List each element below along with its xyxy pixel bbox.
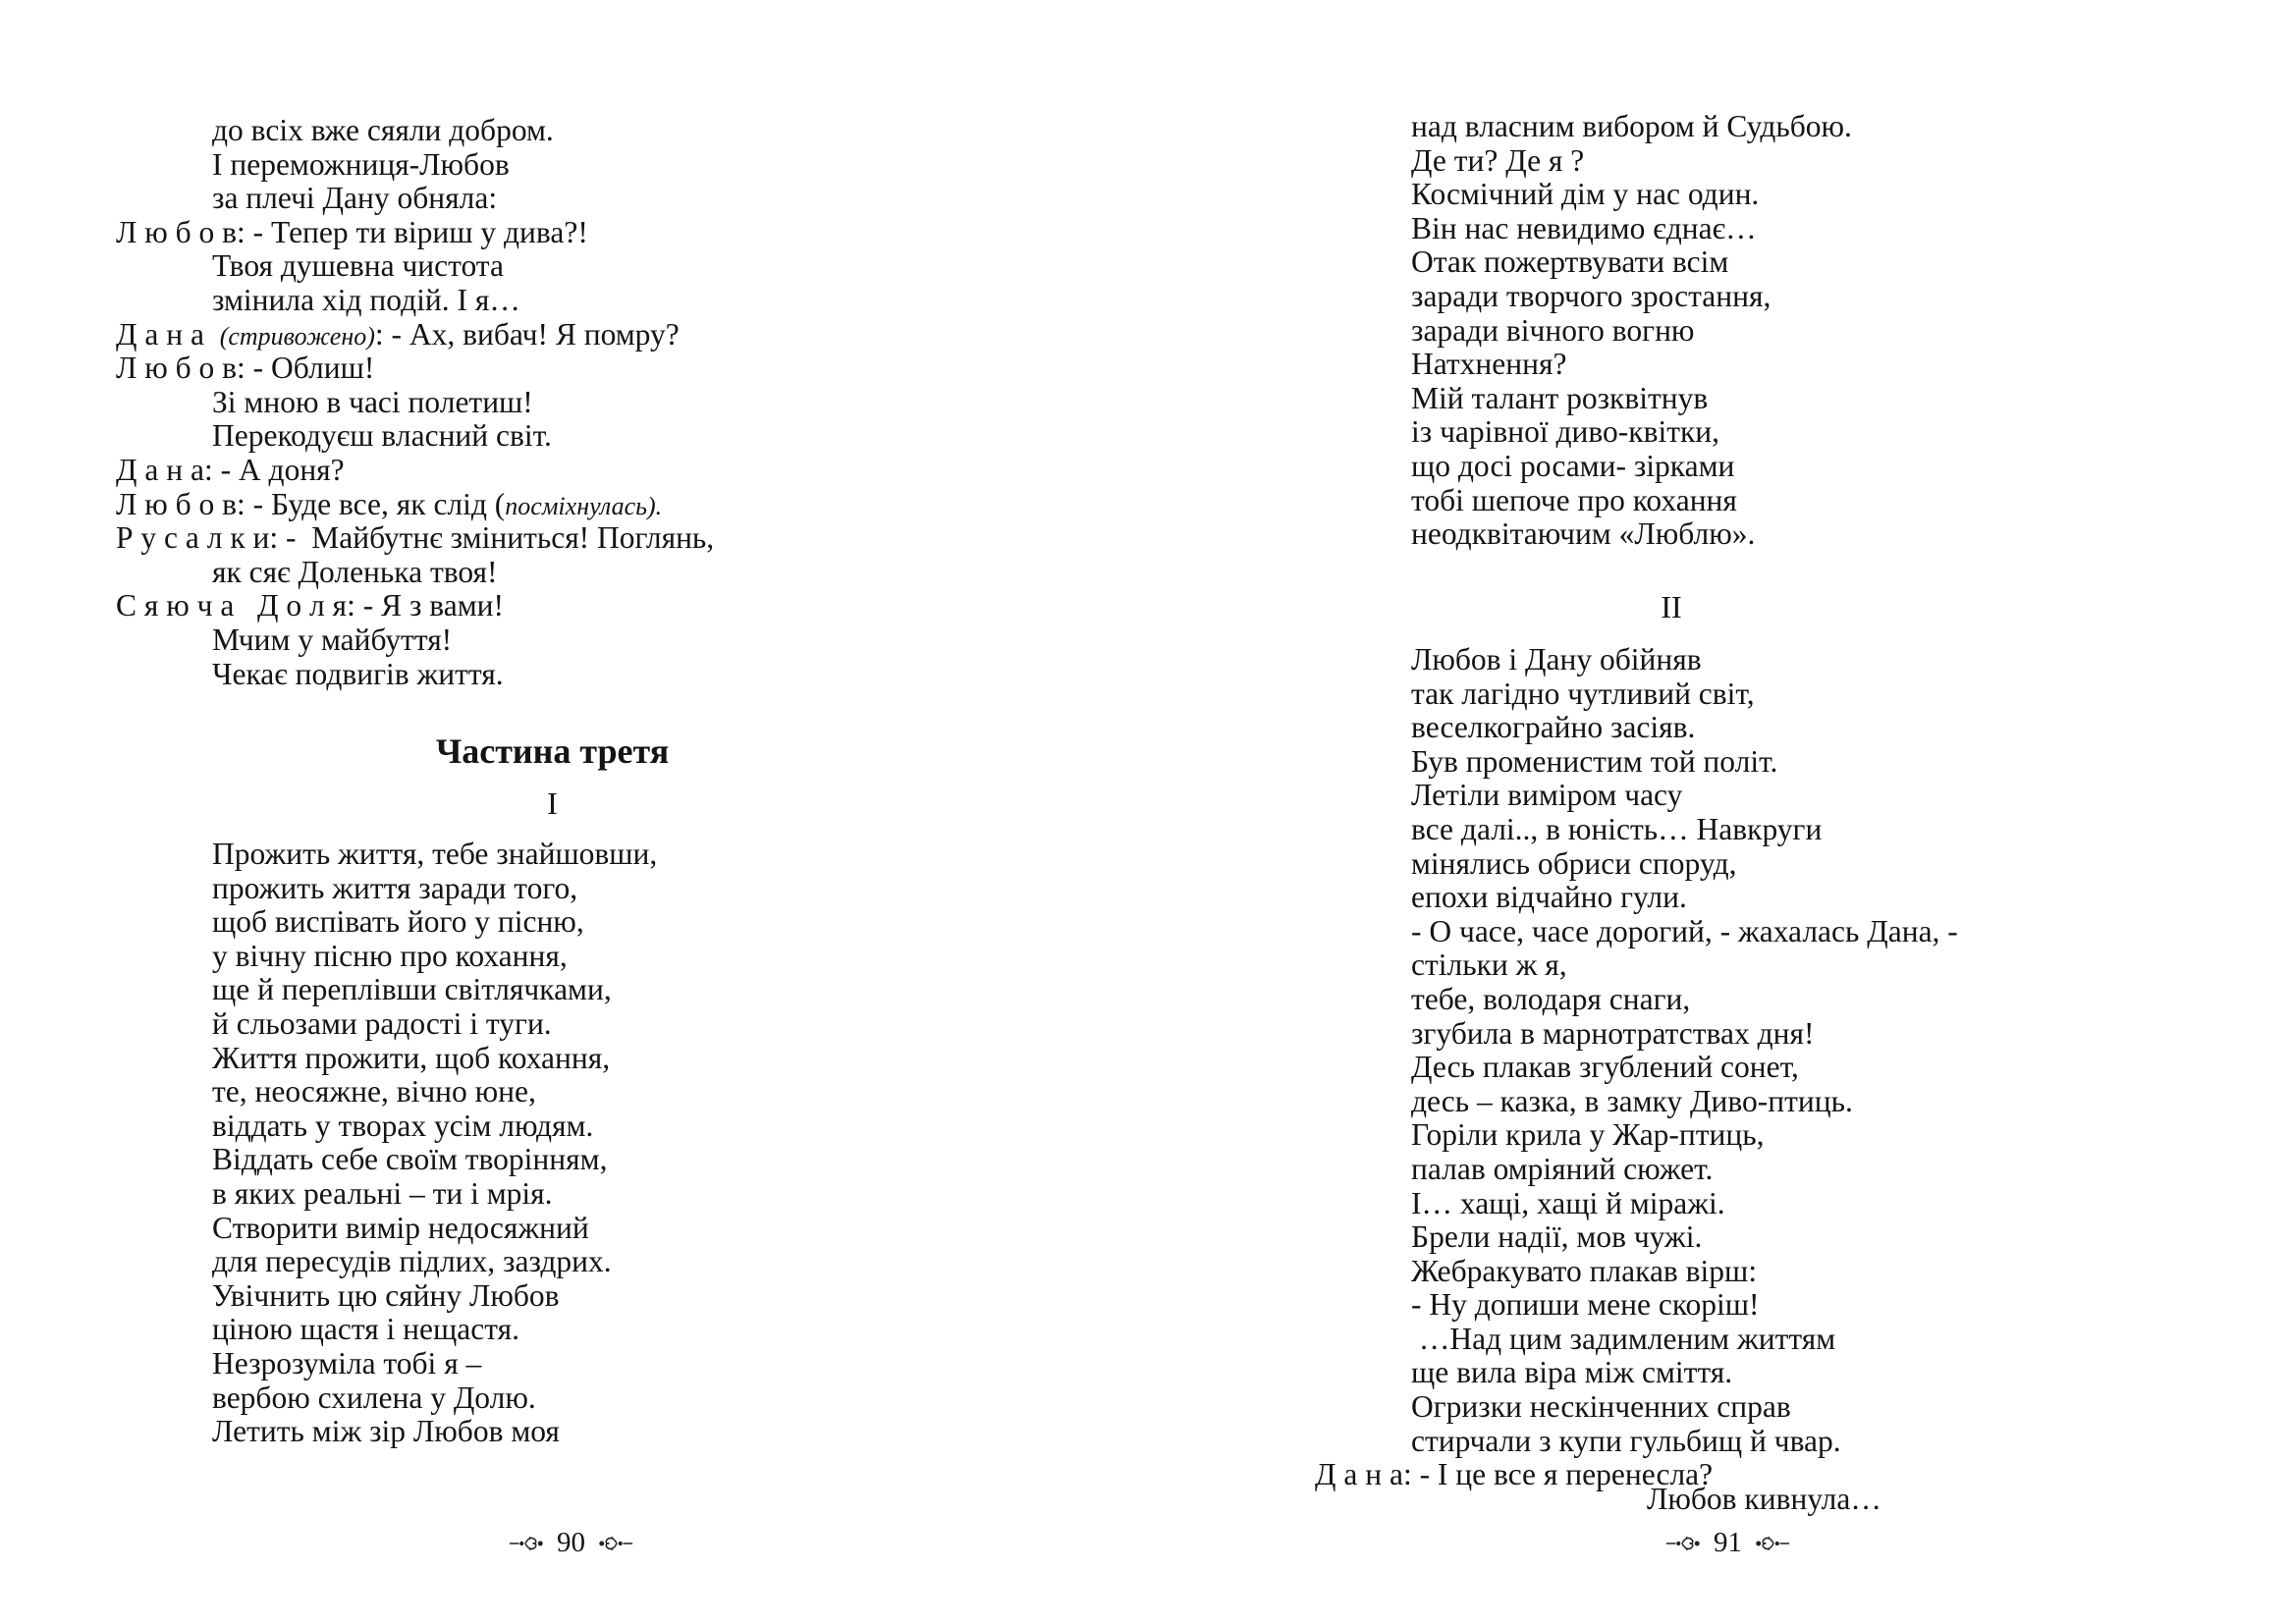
page-footer xyxy=(1664,1527,1791,1559)
text-line: І переможниця-Любов xyxy=(212,146,510,182)
text-line: до всіх вже сяяли добром. xyxy=(212,113,554,147)
dialogue-line xyxy=(116,454,714,488)
page-footer xyxy=(508,1527,634,1559)
poem-line: Увічнить цю сяйну Любов xyxy=(212,1277,560,1313)
poem-line: вербою схилена у Долю. xyxy=(212,1380,536,1415)
speech-text: : - І це все я перенесла? xyxy=(1402,1457,1714,1492)
speaker-name: Л ю б о в xyxy=(116,214,238,249)
poem-line: Горіли крила у Жар-птиць, xyxy=(1411,1117,1765,1153)
text-line: Перекодуєш власний світ. xyxy=(212,418,552,454)
fleuron-icon xyxy=(1664,1533,1702,1554)
speaker-name: Л ю б о в xyxy=(116,486,238,521)
poem-line: епохи відчайно гули. xyxy=(1411,880,1687,915)
poem-line: Створити вимір недосяжний xyxy=(212,1210,589,1245)
section-number: I xyxy=(547,785,558,821)
poem-line: Незрозуміла тобі я – xyxy=(212,1345,482,1380)
dialogue-line xyxy=(116,352,714,386)
text-line: Твоя душевна чистота xyxy=(212,248,504,284)
speech-text: : - Ах, вибач! Я помру? xyxy=(374,316,680,352)
text-line: Зі мною в часі полетиш! xyxy=(212,384,533,419)
poem-line: те, неосяжне, вічно юне, xyxy=(212,1074,536,1110)
poem-line: тобі шепоче про кохання xyxy=(1411,482,1737,517)
left-page xyxy=(0,0,1144,1624)
poem-line: стирчали з купи гульбищ й чвар. xyxy=(1411,1423,1841,1458)
poem-line: …Над цим задимленим життям xyxy=(1411,1321,1836,1356)
poem-line: Отак пожертвувати всім xyxy=(1411,244,1729,280)
poem-line: Життя прожити, щоб кохання, xyxy=(212,1040,611,1075)
poem-line: для пересудів підлих, заздрих. xyxy=(212,1244,612,1279)
poem-line: палав омріяний сюжет. xyxy=(1411,1151,1714,1186)
dialogue-line xyxy=(116,216,714,250)
speech-text: : - Я з вами! xyxy=(347,588,504,623)
text-line: як сяє Доленька твоя! xyxy=(212,554,498,589)
speech-text: : - Тепер ти віриш у дива?! xyxy=(237,214,588,249)
poem-line: Мій талант розквітнув xyxy=(1411,380,1709,415)
speaker-name: Д а н а xyxy=(1315,1457,1403,1492)
section-number: II xyxy=(1661,589,1682,624)
stage-direction: посміхнулась). xyxy=(505,491,663,520)
poem-line: так лагідно чутливий світ, xyxy=(1411,676,1755,711)
part-title: Частина третя xyxy=(435,731,670,771)
fleuron-icon xyxy=(1754,1533,1791,1554)
poem-line: ще й переплівши світлячками, xyxy=(212,972,612,1007)
text-line: Чекає подвигів життя. xyxy=(212,656,504,691)
text-line: за плечі Дану обняла: xyxy=(212,181,498,216)
speech-text: : - Майбутнє зміниться! Поглянь, xyxy=(269,520,715,556)
poem-line: заради вічного вогню xyxy=(1411,312,1695,348)
dialogue-line xyxy=(116,488,714,522)
poem-line: згубила в марнотратствах дня! xyxy=(1411,1015,1815,1051)
speech-text: : - А доня? xyxy=(203,452,345,487)
poem-line: все далі.., в юність… Навкруги xyxy=(1411,811,1823,846)
speaker-name: Л ю б о в xyxy=(116,351,238,386)
poem-line: Де ти? Де я ? xyxy=(1411,142,1585,178)
poem-line: мінялись обриси споруд, xyxy=(1411,845,1737,881)
poem-line: у вічну пісню про кохання, xyxy=(212,938,568,973)
poem-line: веселкограйно засіяв. xyxy=(1411,710,1696,745)
poem-line: Любов і Дану обійняв xyxy=(1411,642,1702,677)
poem-line: Прожить життя, тебе знайшовши, xyxy=(212,837,658,871)
poem-line: Космічний дім у нас один. xyxy=(1411,177,1760,212)
speech-text: : - Облиш! xyxy=(237,351,375,386)
poem-line: Летіли виміром часу xyxy=(1411,778,1683,813)
poem-line: Летить між зір Любов моя xyxy=(212,1414,560,1449)
right-poem-block xyxy=(1315,643,1958,1492)
poem-line: над власним вибором й Судьбою. xyxy=(1411,109,1852,143)
poem-line: стільки ж я, xyxy=(1411,947,1567,983)
poem-line: Брели надії, мов чужі. xyxy=(1411,1219,1703,1255)
poem-line: заради творчого зростання, xyxy=(1411,278,1771,313)
poem-line: із чарівної диво-квітки, xyxy=(1411,414,1720,450)
poem-line: Віддать себе своїм творінням, xyxy=(212,1142,608,1177)
dialogue-line xyxy=(116,521,714,556)
poem-line: Був променистим той політ. xyxy=(1411,743,1778,779)
speaker-name: Д а н а xyxy=(116,316,204,352)
poem-line: Він нас невидимо єднає… xyxy=(1411,210,1757,245)
poem-line: щоб виспівать його у пісню, xyxy=(212,904,584,940)
dialogue-line xyxy=(116,318,714,352)
poem-line: десь – казка, в замку Диво-птиць. xyxy=(1411,1083,1853,1118)
right-top-block xyxy=(1411,110,1852,552)
speaker-name: Д а н а xyxy=(116,452,204,487)
closing-line xyxy=(1647,1483,1881,1517)
poem-line: Натхнення? xyxy=(1411,347,1567,382)
speaker-name: С я ю ч а Д о л я xyxy=(116,588,348,623)
left-dialogue-block xyxy=(116,114,714,691)
poem-line: ще вила віра між сміття. xyxy=(1411,1355,1733,1390)
speaker-name: Р у с а л к и xyxy=(116,520,270,556)
text-line: змінила хід подій. І я… xyxy=(212,282,520,317)
fleuron-icon xyxy=(508,1533,545,1554)
poem-line: Любов кивнула… xyxy=(1647,1482,1881,1516)
speech-text: : - Буде все, як слід ( xyxy=(237,486,506,521)
fleuron-icon xyxy=(597,1533,634,1554)
poem-line: Огризки нескінченних справ xyxy=(1411,1389,1791,1425)
poem-line: тебе, володаря снаги, xyxy=(1411,981,1691,1016)
poem-line: ціною щастя і нещастя. xyxy=(212,1312,519,1347)
dialogue-line xyxy=(116,589,714,623)
poem-line: й сльозами радості і туги. xyxy=(212,1005,552,1041)
stage-direction: (стривожено) xyxy=(219,321,375,351)
poem-line: в яких реальні – ти і мрія. xyxy=(212,1175,553,1211)
poem-line: Десь плакав згублений сонет, xyxy=(1411,1050,1799,1085)
poem-line: прожить життя заради того, xyxy=(212,870,578,905)
poem-line: неодквітаючим «Люблю». xyxy=(1411,516,1756,552)
page-number: 90 xyxy=(557,1527,585,1558)
poem-line: І… хащі, хащі й міражі. xyxy=(1411,1185,1725,1220)
left-poem-block xyxy=(212,838,657,1449)
text-line: Мчим у майбуття! xyxy=(212,622,453,657)
right-page xyxy=(1144,0,2289,1624)
page-number: 91 xyxy=(1714,1527,1742,1558)
poem-line: Жебракувато плакав вірш: xyxy=(1411,1253,1758,1288)
poem-line: - Ну допиши мене скоріш! xyxy=(1411,1287,1760,1323)
poem-line: - О часе, часе дорогий, - жахалась Дана, - xyxy=(1411,913,1958,948)
poem-line: що досі росами- зірками xyxy=(1411,448,1735,483)
poem-line: віддать у творах усім людям. xyxy=(212,1108,594,1143)
